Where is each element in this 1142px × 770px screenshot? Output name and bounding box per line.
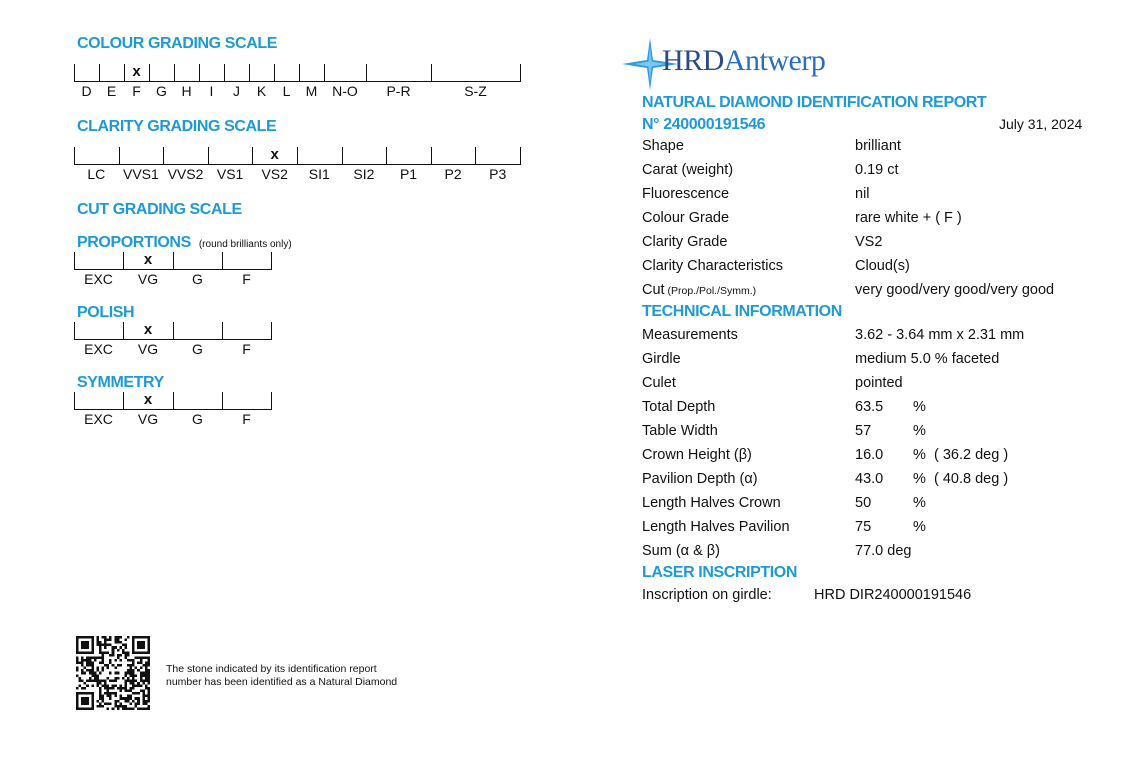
technical-value: 43.0 bbox=[855, 471, 884, 487]
report-value: VS2 bbox=[855, 234, 883, 250]
clarity-scale-tick bbox=[386, 147, 387, 165]
report-value: very good/very good/very good bbox=[855, 282, 1055, 298]
technical-unit: % bbox=[913, 447, 926, 463]
technical-value: 77.0 deg bbox=[855, 543, 912, 559]
colour-scale-tick bbox=[224, 64, 225, 82]
colour-scale-tick bbox=[149, 64, 150, 82]
polish-selected-mark: x bbox=[143, 321, 153, 338]
polish-grade-label: VG bbox=[137, 341, 159, 357]
symmetry-grade-label: VG bbox=[137, 411, 159, 427]
report-date: July 31, 2024 bbox=[999, 116, 1083, 132]
symmetry-tick bbox=[222, 392, 223, 410]
clarity-scale-selected-mark: x bbox=[270, 146, 279, 163]
symmetry-tick bbox=[74, 392, 75, 410]
clarity-scale-grade-label: P1 bbox=[399, 166, 418, 182]
clarity-scale-grade-label: SI2 bbox=[353, 166, 375, 182]
colour-scale-grade-label: I bbox=[209, 83, 214, 99]
report-label: Cut (Prop./Pol./Symm.) bbox=[642, 282, 757, 298]
proportions-label: PROPORTIONS bbox=[77, 234, 191, 251]
report-label: Colour Grade bbox=[642, 210, 730, 226]
technical-label: Measurements bbox=[642, 327, 738, 343]
report-value: nil bbox=[855, 186, 870, 202]
report-label: Carat (weight) bbox=[642, 162, 734, 178]
technical-label: Culet bbox=[642, 375, 676, 391]
clarity-scale-grade-label: P3 bbox=[489, 166, 507, 182]
technical-value: 57 bbox=[855, 423, 872, 439]
colour-scale-tick bbox=[249, 64, 250, 82]
colour-scale-selected-mark: x bbox=[132, 63, 141, 80]
colour-scale-grade-label: P-R bbox=[386, 83, 411, 99]
colour-scale-title: COLOUR GRADING SCALE bbox=[77, 35, 278, 52]
colour-scale-tick bbox=[431, 64, 432, 82]
polish-tick bbox=[74, 322, 75, 340]
report-label: Clarity Characteristics bbox=[642, 258, 783, 274]
colour-scale-tick bbox=[74, 64, 75, 82]
technical-value: 75 bbox=[855, 519, 872, 535]
clarity-scale-grade-label: LC bbox=[87, 166, 106, 182]
cut-scale-title: CUT GRADING SCALE bbox=[77, 201, 242, 218]
colour-scale-baseline bbox=[74, 81, 521, 82]
report-value: rare white + ( F ) bbox=[855, 210, 962, 226]
technical-label: Table Width bbox=[642, 423, 718, 439]
clarity-scale-grade-label: VS2 bbox=[261, 166, 288, 182]
proportions-grade-label: G bbox=[192, 271, 203, 287]
technical-label: Total Depth bbox=[642, 399, 716, 415]
qr-code-icon[interactable] bbox=[76, 636, 150, 710]
polish-grade-label: EXC bbox=[84, 341, 113, 357]
technical-unit: % bbox=[913, 399, 926, 415]
technical-label: Sum (α & β) bbox=[642, 543, 720, 559]
logo-antwerp: Antwerp bbox=[723, 44, 826, 77]
laser-label: Inscription on girdle: bbox=[642, 587, 772, 603]
clarity-scale-tick bbox=[208, 147, 209, 165]
polish-tick bbox=[123, 322, 124, 340]
polish-title: POLISH bbox=[77, 304, 135, 321]
colour-scale-tick bbox=[199, 64, 200, 82]
colour-scale-tick bbox=[274, 64, 275, 82]
proportions-tick bbox=[222, 252, 223, 270]
colour-scale-grade-label: L bbox=[282, 83, 291, 99]
clarity-scale-grade-label: VS1 bbox=[216, 166, 244, 182]
laser-inscription-title: LASER INSCRIPTION bbox=[642, 564, 797, 581]
proportions-tick bbox=[173, 252, 174, 270]
symmetry-grade-label: G bbox=[192, 411, 203, 427]
report-title: NATURAL DIAMOND IDENTIFICATION REPORT bbox=[642, 94, 987, 111]
colour-scale-grade-label: H bbox=[181, 83, 192, 99]
symmetry-grade-label: EXC bbox=[84, 411, 113, 427]
colour-scale-tick bbox=[520, 64, 521, 82]
technical-value: 63.5 bbox=[855, 399, 884, 415]
colour-scale-grade-label: K bbox=[256, 83, 267, 99]
clarity-scale-tick bbox=[297, 147, 298, 165]
laser-value: HRD DIR240000191546 bbox=[814, 587, 972, 603]
colour-scale-grade-label: S-Z bbox=[464, 83, 487, 99]
technical-extra: ( 36.2 deg ) bbox=[934, 447, 1009, 463]
proportions-grade-label: F bbox=[242, 271, 251, 287]
symmetry-title: SYMMETRY bbox=[77, 374, 164, 391]
report-number: N° 240000191546 bbox=[642, 116, 766, 133]
proportions-note: (round brilliants only) bbox=[198, 239, 292, 250]
technical-label: Pavilion Depth (α) bbox=[642, 471, 758, 487]
clarity-scale-tick bbox=[431, 147, 432, 165]
clarity-scale-grade-label: VVS1 bbox=[122, 166, 159, 182]
colour-scale-grade-label: N-O bbox=[332, 83, 358, 99]
clarity-scale-tick bbox=[119, 147, 120, 165]
report-value: 0.19 ct bbox=[855, 162, 899, 178]
clarity-scale-title: CLARITY GRADING SCALE bbox=[77, 118, 277, 135]
technical-extra: ( 40.8 deg ) bbox=[934, 471, 1009, 487]
colour-scale-tick bbox=[124, 64, 125, 82]
technical-info-title: TECHNICAL INFORMATION bbox=[642, 303, 842, 320]
colour-scale-grade-label: G bbox=[156, 83, 167, 99]
colour-grading-scale bbox=[74, 64, 521, 100]
clarity-scale-grade-label: SI1 bbox=[308, 166, 330, 182]
clarity-scale-tick bbox=[475, 147, 476, 165]
technical-label: Length Halves Crown bbox=[642, 495, 781, 511]
symmetry-tick bbox=[123, 392, 124, 410]
symmetry-grade-label: F bbox=[242, 411, 251, 427]
symmetry-selected-mark: x bbox=[143, 391, 153, 408]
technical-value: 16.0 bbox=[855, 447, 884, 463]
clarity-scale-tick bbox=[163, 147, 164, 165]
proportions-tick bbox=[271, 252, 272, 270]
hrd-antwerp-logo bbox=[620, 36, 860, 92]
report-label: Shape bbox=[642, 138, 684, 154]
clarity-grading-scale bbox=[74, 147, 521, 183]
polish-tick bbox=[271, 322, 272, 340]
proportions-grade-label: EXC bbox=[84, 271, 113, 287]
clarity-scale-tick bbox=[520, 147, 521, 165]
symmetry-scale bbox=[74, 392, 272, 428]
logo-wordmark bbox=[662, 44, 825, 78]
colour-scale-grade-label: E bbox=[106, 83, 117, 99]
clarity-scale-tick bbox=[342, 147, 343, 165]
colour-scale-tick bbox=[99, 64, 100, 82]
polish-scale bbox=[74, 322, 272, 358]
identification-note: The stone indicated by its identification report number has been identified as a Natural Diamond bbox=[166, 663, 398, 688]
technical-value: 50 bbox=[855, 495, 872, 511]
logo-hrd: HRD bbox=[662, 44, 724, 77]
colour-scale-tick bbox=[366, 64, 367, 82]
report-value: brilliant bbox=[855, 138, 901, 154]
report-label: Clarity Grade bbox=[642, 234, 728, 250]
symmetry-tick bbox=[271, 392, 272, 410]
symmetry-tick bbox=[173, 392, 174, 410]
colour-scale-grade-label: M bbox=[305, 83, 318, 99]
colour-scale-tick bbox=[299, 64, 300, 82]
clarity-scale-tick bbox=[74, 147, 75, 165]
technical-value: 3.62 - 3.64 mm x 2.31 mm bbox=[855, 327, 1025, 343]
clarity-scale-tick bbox=[252, 147, 253, 165]
polish-grade-label: G bbox=[192, 341, 203, 357]
clarity-scale-grade-label: P2 bbox=[444, 166, 462, 182]
colour-scale-tick bbox=[174, 64, 175, 82]
colour-scale-grade-label: D bbox=[81, 83, 92, 99]
technical-value: pointed bbox=[855, 375, 903, 391]
technical-unit: % bbox=[913, 495, 926, 511]
technical-label: Crown Height (β) bbox=[642, 447, 752, 463]
report-label-note: (Prop./Pol./Symm.) bbox=[664, 285, 757, 297]
proportions-scale bbox=[74, 252, 272, 288]
technical-label: Length Halves Pavilion bbox=[642, 519, 790, 535]
technical-unit: % bbox=[913, 519, 926, 535]
proportions-title bbox=[77, 234, 292, 252]
polish-grade-label: F bbox=[242, 341, 251, 357]
report-value: Cloud(s) bbox=[855, 258, 910, 274]
proportions-tick bbox=[74, 252, 75, 270]
report-label: Fluorescence bbox=[642, 186, 730, 202]
technical-unit: % bbox=[913, 423, 926, 439]
polish-tick bbox=[222, 322, 223, 340]
colour-scale-grade-label: F bbox=[132, 83, 141, 99]
colour-scale-tick bbox=[324, 64, 325, 82]
technical-unit: % bbox=[913, 471, 926, 487]
polish-tick bbox=[173, 322, 174, 340]
clarity-scale-grade-label: VVS2 bbox=[167, 166, 204, 182]
technical-value: medium 5.0 % faceted bbox=[855, 351, 1000, 367]
proportions-grade-label: VG bbox=[137, 271, 159, 287]
proportions-tick bbox=[123, 252, 124, 270]
proportions-selected-mark: x bbox=[143, 251, 153, 268]
technical-label: Girdle bbox=[642, 351, 681, 367]
colour-scale-grade-label: J bbox=[233, 83, 240, 99]
